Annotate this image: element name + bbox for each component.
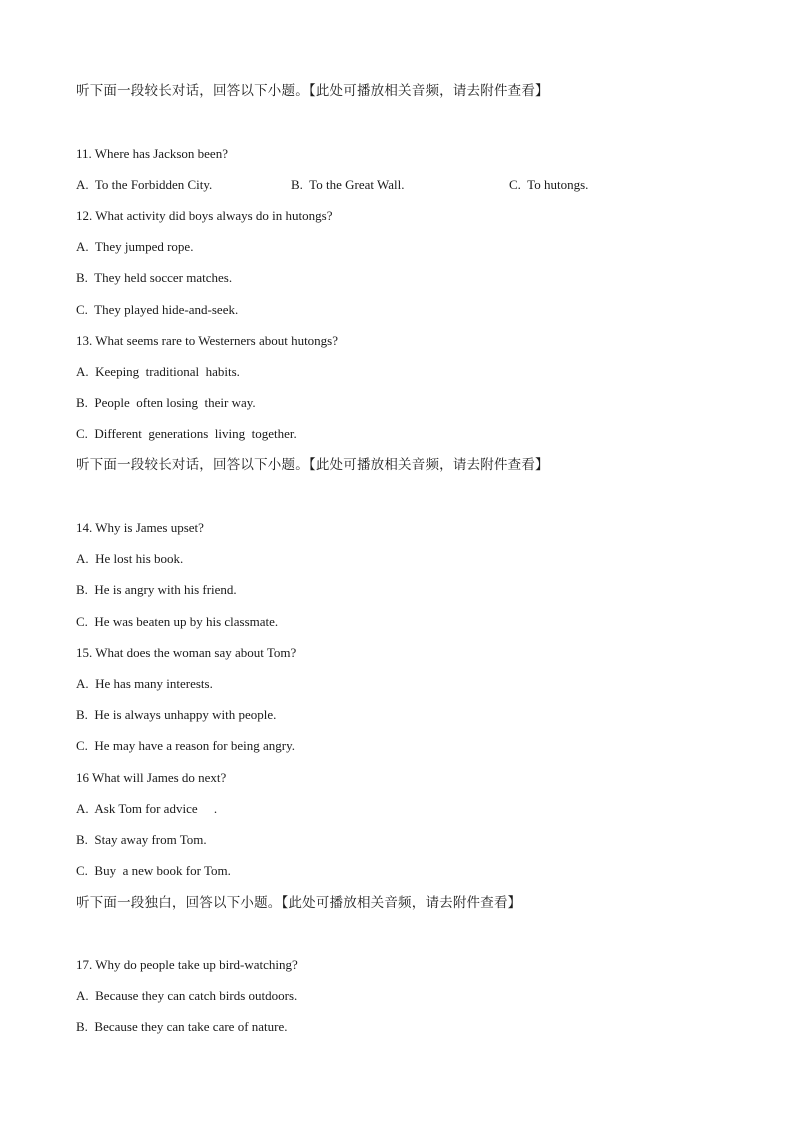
option-12-c: C. They played hide-and-seek. <box>76 302 239 317</box>
question-13: 13. What seems rare to Westerners about hutongs? <box>76 333 339 348</box>
option-16-a: A. Ask Tom for advice . <box>76 801 218 816</box>
option-17-b: B. Because they can take care of nature. <box>76 1019 288 1034</box>
option-17-a: A. Because they can catch birds outdoors. <box>76 988 298 1003</box>
option-11-a: A. To the Forbidden City. <box>76 177 213 192</box>
question-12: 12. What activity did boys always do in hutongs? <box>76 208 333 223</box>
option-12-b: B. They held soccer matches. <box>76 270 233 285</box>
option-12-a: A. They jumped rope. <box>76 239 194 254</box>
question-15: 15. What does the woman say about Tom? <box>76 645 297 660</box>
question-11: 11. Where has Jackson been? <box>76 146 228 161</box>
option-16-b: B. Stay away from Tom. <box>76 832 207 847</box>
option-13-b: B. People often losing their way. <box>76 395 256 410</box>
question-16: 16 What will James do next? <box>76 770 227 785</box>
option-15-a: A. He has many interests. <box>76 676 213 691</box>
option-14-c: C. He was beaten up by his classmate. <box>76 614 279 629</box>
section-1-instruction: 听下面一段较长对话，回答以下小题。【此处可播放相关音频，请去附件查看】 <box>76 83 549 99</box>
option-15-b: B. He is always unhappy with people. <box>76 707 277 722</box>
question-14: 14. Why is James upset? <box>76 520 204 535</box>
option-16-c: C. Buy a new book for Tom. <box>76 863 231 878</box>
option-11-c: C. To hutongs. <box>509 177 589 192</box>
option-14-b: B. He is angry with his friend. <box>76 582 237 597</box>
section-3-instruction: 听下面一段独白，回答以下小题。【此处可播放相关音频，请去附件查看】 <box>76 895 522 911</box>
option-11-b: B. To the Great Wall. <box>291 177 405 192</box>
option-14-a: A. He lost his book. <box>76 551 184 566</box>
section-2-instruction: 听下面一段较长对话，回答以下小题。【此处可播放相关音频，请去附件查看】 <box>76 457 549 473</box>
option-13-a: A. Keeping traditional habits. <box>76 364 240 379</box>
option-13-c: C. Different generations living together. <box>76 426 297 441</box>
option-15-c: C. He may have a reason for being angry. <box>76 738 295 753</box>
question-17: 17. Why do people take up bird-watching? <box>76 957 298 972</box>
question-11-options <box>76 177 696 193</box>
